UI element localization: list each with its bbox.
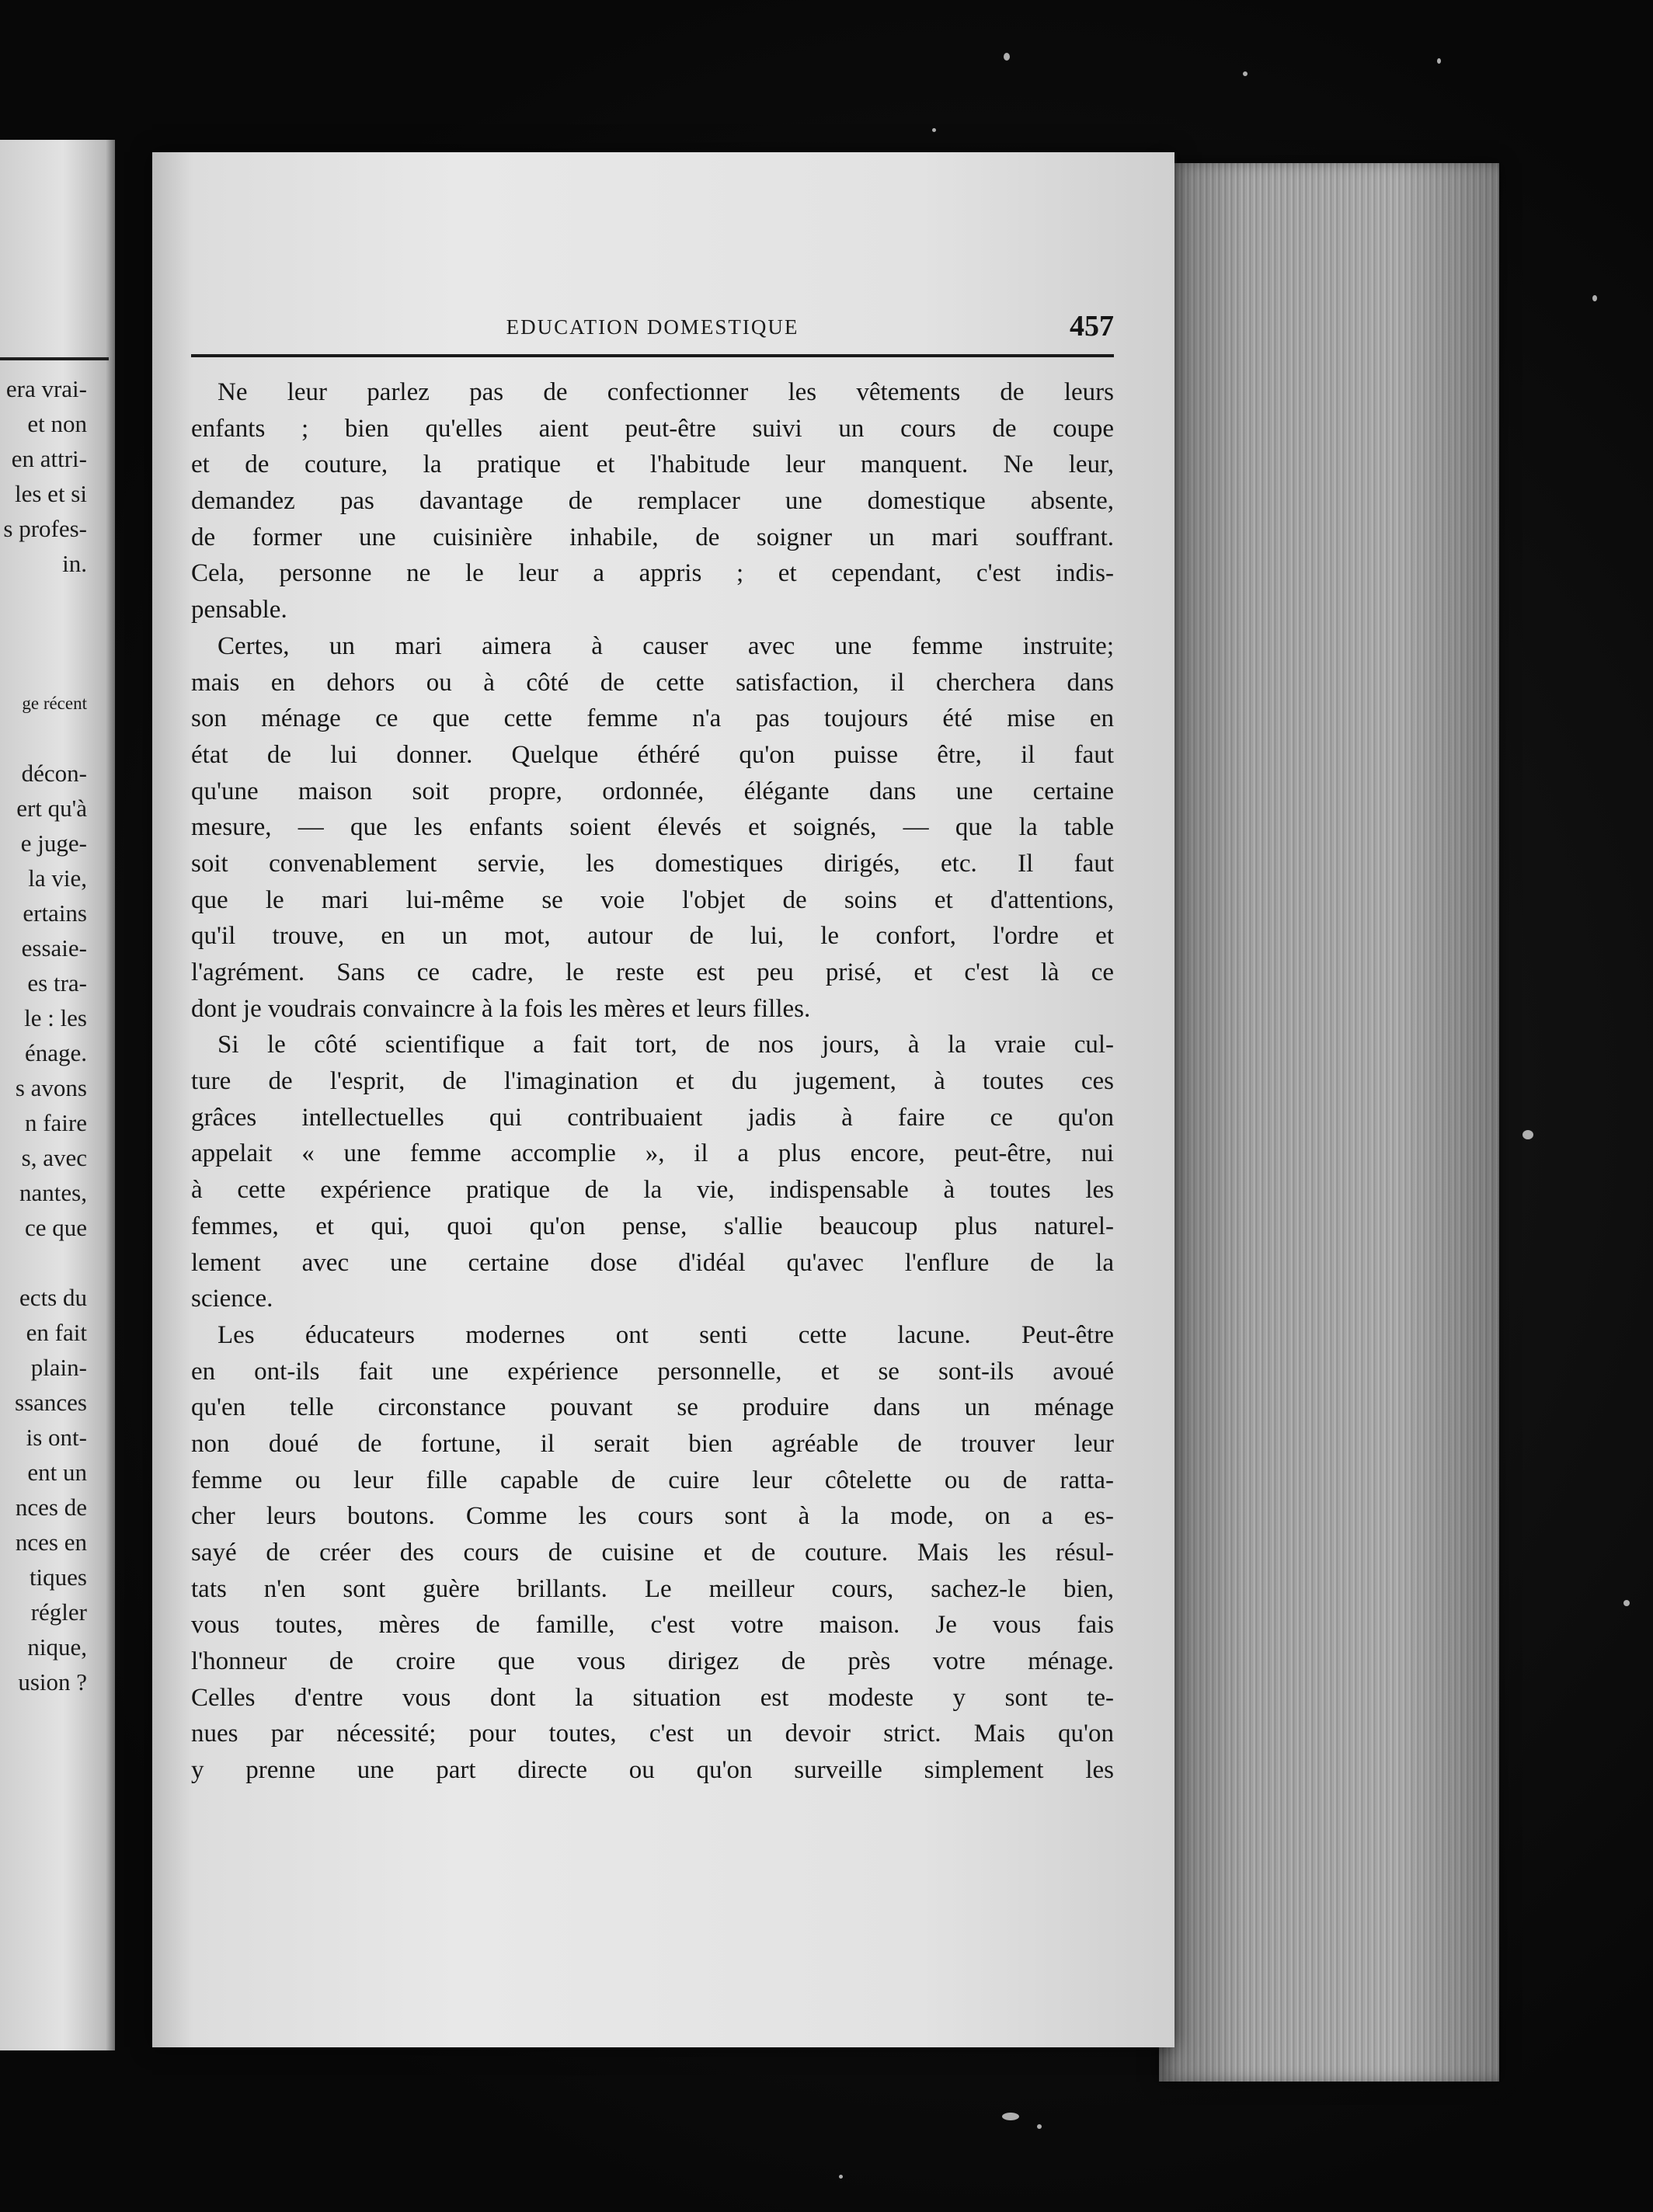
previous-page [0, 140, 115, 2050]
previous-page-line: ertains [23, 899, 87, 927]
previous-page-line: énage. [24, 1039, 87, 1066]
previous-page-line: s avons [15, 1074, 87, 1101]
previous-page-line: plain- [30, 1354, 87, 1381]
text-line: nues par nécessité; pour toutes, c'est un devoir strict. Mais qu'on [191, 1720, 1114, 1748]
text-line: demandez pas davantage de remplacer une domestique absente, [191, 487, 1114, 516]
previous-page-header-rule [0, 357, 109, 360]
previous-page-line: e juge- [20, 830, 87, 857]
text-line: mesure, — que les enfants soient élevés et soignés, — que la table [191, 813, 1114, 842]
text-line: mais en dehors ou à côté de cette satisfaction, il cherchera dans [191, 668, 1114, 697]
text-line: Certes, un mari aimera à causer avec une femme instruite; [218, 631, 1114, 660]
page-header [191, 310, 1114, 346]
text-line: grâces intellectuelles qui contribuaient jadis à faire ce qu'on [191, 1103, 1114, 1132]
previous-page-line: nantes, [19, 1179, 87, 1206]
previous-page-line: nces de [15, 1494, 87, 1521]
text-line: qu'une maison soit propre, ordonnée, élégante dans une certaine [191, 777, 1114, 805]
text-line: Si le côté scientifique a fait tort, de nos jours, à la vraie cul- [218, 1031, 1114, 1059]
text-line: Ne leur parlez pas de confectionner les vêtements de leurs [218, 378, 1114, 406]
previous-page-line: nces en [15, 1529, 87, 1556]
previous-page-line: essaie- [21, 934, 87, 962]
previous-page-line [0, 616, 87, 651]
text-line: son ménage ce que cette femme n'a pas toujours été mise en [191, 704, 1114, 733]
text-line: l'honneur de croire que vous dirigez de près votre ménage. [191, 1647, 1114, 1676]
header-rule [191, 354, 1114, 357]
dust-speck [1623, 1600, 1630, 1606]
text-line: science. [191, 1285, 273, 1313]
previous-page-text [0, 371, 87, 1699]
text-line: appelait « une femme accomplie », il a plus encore, peut-être, nui [191, 1139, 1114, 1168]
previous-page-line: in. [62, 550, 87, 577]
running-title: EDUCATION DOMESTIQUE [506, 315, 799, 339]
previous-page-line: ects du [19, 1284, 87, 1311]
text-line: Celles d'entre vous dont la situation est modeste y sont te- [191, 1683, 1114, 1712]
text-line: l'agrément. Sans ce cadre, le reste est peu prisé, et c'est là ce [191, 958, 1114, 986]
text-line: qu'il trouve, en un mot, autour de lui, le confort, l'ordre et [191, 922, 1114, 951]
previous-page-line: et non [27, 410, 87, 437]
previous-page-line: es tra- [27, 969, 87, 996]
dust-speck [1522, 1130, 1533, 1139]
previous-page-line: ce que [24, 1214, 87, 1241]
previous-page-line: ent un [27, 1459, 87, 1486]
previous-page-line [0, 581, 87, 616]
text-line: et de couture, la pratique et l'habitude leur manquent. Ne leur, [191, 450, 1114, 479]
previous-page-line: is ont- [26, 1424, 87, 1451]
dust-speck [1002, 2113, 1019, 2120]
dust-speck [1243, 71, 1248, 76]
text-line: femmes, et qui, quoi qu'on pense, s'allie beaucoup plus naturel- [191, 1212, 1114, 1240]
previous-page-line: les et si [15, 480, 87, 507]
previous-page-line: décon- [21, 760, 87, 787]
previous-page-line: régler [30, 1598, 87, 1626]
previous-page-line: en attri- [11, 445, 87, 472]
dust-speck [1004, 53, 1010, 61]
previous-page-line: n faire [24, 1109, 87, 1136]
dust-speck [1037, 2124, 1042, 2129]
previous-page-line [0, 651, 87, 686]
text-line: à cette expérience pratique de la vie, indispensable à toutes les [191, 1176, 1114, 1205]
previous-page-line: la vie, [28, 864, 87, 892]
dust-speck [1592, 295, 1597, 301]
previous-page-line [0, 1245, 87, 1280]
text-line: Les éducateurs modernes ont senti cette lacune. Peut-être [218, 1320, 1114, 1349]
text-line: non doué de fortune, il serait bien agréable de trouver leur [191, 1429, 1114, 1458]
text-line: ture de l'esprit, de l'imagination et du jugement, à toutes ces [191, 1067, 1114, 1096]
text-line: pensable. [191, 596, 287, 624]
text-line: Cela, personne ne le leur a appris ; et cependant, c'est indis- [191, 559, 1114, 588]
book-page [152, 152, 1174, 2047]
previous-page-line: ssances [15, 1389, 87, 1416]
text-line: cher leurs boutons. Comme les cours sont à la mode, on a es- [191, 1502, 1114, 1531]
previous-page-line: s profes- [3, 515, 87, 542]
dust-speck [932, 128, 936, 132]
text-line: lement avec une certaine dose d'idéal qu'avec l'enflure de la [191, 1248, 1114, 1277]
previous-page-line: ert qu'à [16, 795, 87, 822]
previous-page-line: era vrai- [5, 375, 87, 402]
page-number: 457 [1070, 310, 1114, 343]
text-line: enfants ; bien qu'elles aient peut-être suivi un cours de coupe [191, 414, 1114, 443]
text-line: tats n'en sont guère brillants. Le meilleur cours, sachez-le bien, [191, 1574, 1114, 1603]
book-fore-edge [1159, 163, 1499, 2082]
text-line: état de lui donner. Quelque éthéré qu'on puisse être, il faut [191, 740, 1114, 769]
fore-edge-shading [1159, 163, 1499, 2082]
page-body-text [191, 374, 1114, 1789]
text-line: que le mari lui-même se voie l'objet de soins et d'attentions, [191, 885, 1114, 914]
text-line: en ont-ils fait une expérience personnelle, et se sont-ils avoué [191, 1357, 1114, 1386]
text-line: y prenne une part directe ou qu'on surveille simplement les [191, 1756, 1114, 1785]
previous-page-line: usion ? [18, 1668, 87, 1696]
text-line: sayé de créer des cours de cuisine et de couture. Mais les résul- [191, 1539, 1114, 1567]
text-line: dont je voudrais convaincre à la fois les mères et leurs filles. [191, 994, 811, 1023]
text-line: soit convenablement servie, les domestiques dirigés, etc. Il faut [191, 849, 1114, 878]
previous-page-line: ge récent [22, 694, 87, 713]
dust-speck [839, 2175, 843, 2179]
dust-speck [1437, 58, 1441, 64]
previous-page-line: en fait [26, 1319, 87, 1346]
text-line: de former une cuisinière inhabile, de soigner un mari souffrant. [191, 523, 1114, 551]
previous-page-line: tiques [29, 1563, 87, 1591]
previous-page-line: le : les [24, 1004, 87, 1031]
previous-page-line [0, 721, 87, 756]
previous-page-line: s, avec [21, 1144, 87, 1171]
text-line: vous toutes, mères de famille, c'est votre maison. Je vous fais [191, 1611, 1114, 1640]
text-line: qu'en telle circonstance pouvant se produire dans un ménage [191, 1393, 1114, 1422]
text-line: femme ou leur fille capable de cuire leur côtelette ou de ratta- [191, 1466, 1114, 1494]
previous-page-line: nique, [27, 1633, 87, 1661]
